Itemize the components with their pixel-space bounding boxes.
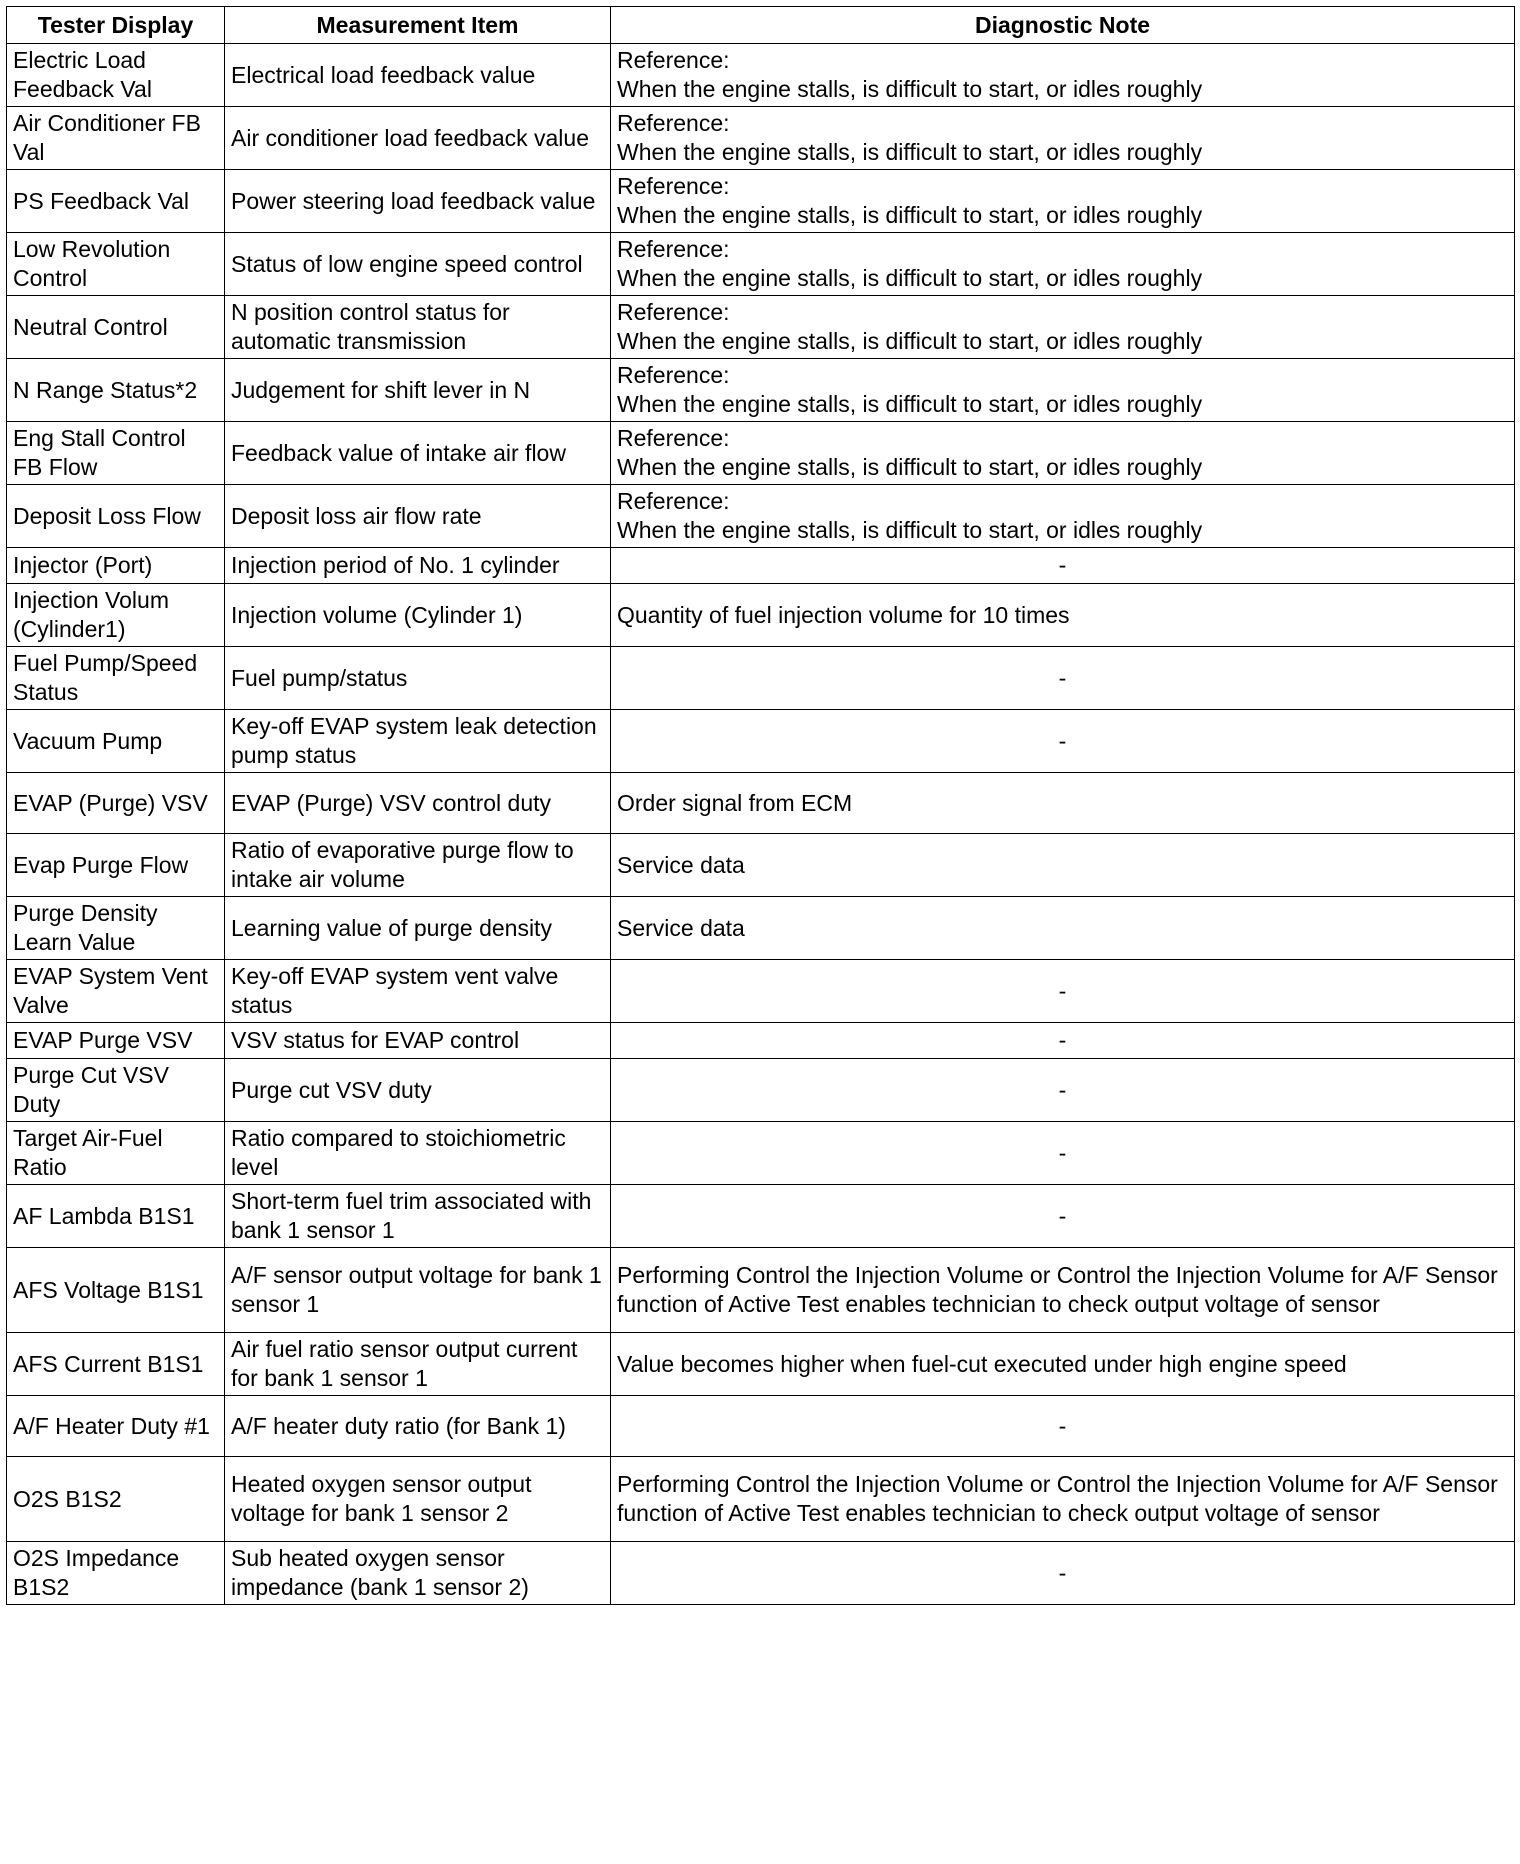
cell-diagnostic-note: Order signal from ECM [611, 773, 1515, 834]
cell-measurement-item: Electrical load feedback value [225, 44, 611, 107]
note-reference-label: Reference: [617, 236, 730, 262]
table-row [7, 647, 1515, 710]
cell-measurement-item: Fuel pump/status [225, 647, 611, 710]
table-row [7, 960, 1515, 1023]
table-row [7, 233, 1515, 296]
cell-diagnostic-note: - [611, 1396, 1515, 1457]
note-reference-label: Reference: [617, 425, 730, 451]
cell-diagnostic-note: - [611, 1185, 1515, 1248]
note-reference-text: When the engine stalls, is difficult to start, or idles roughly [617, 265, 1203, 291]
cell-measurement-item: Judgement for shift lever in N [225, 359, 611, 422]
cell-measurement-item: Purge cut VSV duty [225, 1059, 611, 1122]
cell-measurement-item: VSV status for EVAP control [225, 1023, 611, 1059]
cell-measurement-item: Status of low engine speed control [225, 233, 611, 296]
cell-measurement-item: A/F heater duty ratio (for Bank 1) [225, 1396, 611, 1457]
header-measurement-item: Measurement Item [225, 7, 611, 44]
cell-tester-display: AF Lambda B1S1 [7, 1185, 225, 1248]
cell-tester-display: AFS Voltage B1S1 [7, 1248, 225, 1333]
cell-tester-display: Low Revolution Control [7, 233, 225, 296]
cell-measurement-item: Injection volume (Cylinder 1) [225, 584, 611, 647]
cell-measurement-item: Short-term fuel trim associated with bank 1 sensor 1 [225, 1185, 611, 1248]
cell-measurement-item: Deposit loss air flow rate [225, 485, 611, 548]
cell-measurement-item: N position control status for automatic transmission [225, 296, 611, 359]
table-row [7, 1059, 1515, 1122]
table-row [7, 1023, 1515, 1059]
cell-tester-display: Eng Stall Control FB Flow [7, 422, 225, 485]
note-reference-text: When the engine stalls, is difficult to start, or idles roughly [617, 517, 1203, 543]
cell-tester-display: Injection Volum (Cylinder1) [7, 584, 225, 647]
cell-measurement-item: Key-off EVAP system leak detection pump status [225, 710, 611, 773]
table-row [7, 107, 1515, 170]
cell-tester-display: PS Feedback Val [7, 170, 225, 233]
table-row [7, 1122, 1515, 1185]
cell-diagnostic-note: - [611, 1122, 1515, 1185]
cell-measurement-item: A/F sensor output voltage for bank 1 sensor 1 [225, 1248, 611, 1333]
cell-tester-display: Purge Density Learn Value [7, 897, 225, 960]
cell-tester-display: O2S B1S2 [7, 1457, 225, 1542]
cell-measurement-item: Learning value of purge density [225, 897, 611, 960]
cell-tester-display: Vacuum Pump [7, 710, 225, 773]
cell-tester-display: Injector (Port) [7, 548, 225, 584]
table-body [7, 44, 1515, 1605]
cell-tester-display: Evap Purge Flow [7, 834, 225, 897]
table-row [7, 548, 1515, 584]
note-reference-text: When the engine stalls, is difficult to start, or idles roughly [617, 139, 1203, 165]
cell-tester-display: A/F Heater Duty #1 [7, 1396, 225, 1457]
table-row [7, 1542, 1515, 1605]
note-reference-text: When the engine stalls, is difficult to start, or idles roughly [617, 76, 1203, 102]
note-reference-label: Reference: [617, 47, 730, 73]
note-reference-label: Reference: [617, 173, 730, 199]
table-row [7, 359, 1515, 422]
cell-measurement-item: Key-off EVAP system vent valve status [225, 960, 611, 1023]
table-row [7, 1185, 1515, 1248]
cell-diagnostic-note [611, 233, 1515, 296]
cell-tester-display: Air Conditioner FB Val [7, 107, 225, 170]
cell-diagnostic-note [611, 422, 1515, 485]
table-row [7, 897, 1515, 960]
cell-diagnostic-note: - [611, 647, 1515, 710]
cell-tester-display: Fuel Pump/Speed Status [7, 647, 225, 710]
table-row [7, 296, 1515, 359]
header-diagnostic-note: Diagnostic Note [611, 7, 1515, 44]
cell-diagnostic-note: Quantity of fuel injection volume for 10 times [611, 584, 1515, 647]
note-reference-label: Reference: [617, 110, 730, 136]
table-header-row [7, 7, 1515, 44]
cell-diagnostic-note: - [611, 1542, 1515, 1605]
cell-measurement-item: Injection period of No. 1 cylinder [225, 548, 611, 584]
cell-diagnostic-note: - [611, 960, 1515, 1023]
data-list-table [6, 6, 1515, 1605]
note-reference-label: Reference: [617, 488, 730, 514]
note-reference-text: When the engine stalls, is difficult to start, or idles roughly [617, 454, 1203, 480]
cell-measurement-item: Air fuel ratio sensor output current for bank 1 sensor 1 [225, 1333, 611, 1396]
cell-tester-display: EVAP (Purge) VSV [7, 773, 225, 834]
cell-tester-display: EVAP Purge VSV [7, 1023, 225, 1059]
table-row [7, 1248, 1515, 1333]
note-reference-label: Reference: [617, 362, 730, 388]
cell-tester-display: Target Air-Fuel Ratio [7, 1122, 225, 1185]
cell-tester-display: EVAP System Vent Valve [7, 960, 225, 1023]
table-row [7, 170, 1515, 233]
cell-diagnostic-note: Service data [611, 834, 1515, 897]
table-row [7, 422, 1515, 485]
note-reference-text: When the engine stalls, is difficult to start, or idles roughly [617, 202, 1203, 228]
table-row [7, 485, 1515, 548]
cell-tester-display: AFS Current B1S1 [7, 1333, 225, 1396]
table-row [7, 1333, 1515, 1396]
cell-measurement-item: Sub heated oxygen sensor impedance (bank 1 sensor 2) [225, 1542, 611, 1605]
cell-diagnostic-note: - [611, 710, 1515, 773]
cell-tester-display: Electric Load Feedback Val [7, 44, 225, 107]
cell-measurement-item: Ratio compared to stoichiometric level [225, 1122, 611, 1185]
cell-tester-display: Deposit Loss Flow [7, 485, 225, 548]
cell-diagnostic-note: - [611, 1059, 1515, 1122]
note-reference-text: When the engine stalls, is difficult to start, or idles roughly [617, 391, 1203, 417]
table-row [7, 1457, 1515, 1542]
cell-diagnostic-note [611, 44, 1515, 107]
cell-diagnostic-note: - [611, 1023, 1515, 1059]
cell-diagnostic-note: - [611, 548, 1515, 584]
cell-diagnostic-note: Performing Control the Injection Volume or Control the Injection Volume for A/F Sensor function of Active Test enables technician to check output voltage of sensor [611, 1457, 1515, 1542]
table-row [7, 584, 1515, 647]
cell-diagnostic-note [611, 485, 1515, 548]
cell-diagnostic-note [611, 296, 1515, 359]
cell-tester-display: Neutral Control [7, 296, 225, 359]
cell-diagnostic-note: Performing Control the Injection Volume or Control the Injection Volume for A/F Sensor function of Active Test enables technician to check output voltage of sensor [611, 1248, 1515, 1333]
cell-diagnostic-note: Value becomes higher when fuel-cut executed under high engine speed [611, 1333, 1515, 1396]
cell-measurement-item: Ratio of evaporative purge flow to intake air volume [225, 834, 611, 897]
cell-measurement-item: EVAP (Purge) VSV control duty [225, 773, 611, 834]
table-row [7, 44, 1515, 107]
table-row [7, 773, 1515, 834]
cell-tester-display: Purge Cut VSV Duty [7, 1059, 225, 1122]
table-row [7, 710, 1515, 773]
note-reference-label: Reference: [617, 299, 730, 325]
cell-tester-display: N Range Status*2 [7, 359, 225, 422]
cell-diagnostic-note: Service data [611, 897, 1515, 960]
cell-diagnostic-note [611, 170, 1515, 233]
cell-measurement-item: Feedback value of intake air flow [225, 422, 611, 485]
header-tester-display: Tester Display [7, 7, 225, 44]
table-row [7, 1396, 1515, 1457]
cell-diagnostic-note [611, 107, 1515, 170]
cell-diagnostic-note [611, 359, 1515, 422]
cell-measurement-item: Air conditioner load feedback value [225, 107, 611, 170]
cell-measurement-item: Heated oxygen sensor output voltage for bank 1 sensor 2 [225, 1457, 611, 1542]
cell-tester-display: O2S Impedance B1S2 [7, 1542, 225, 1605]
cell-measurement-item: Power steering load feedback value [225, 170, 611, 233]
table-row [7, 834, 1515, 897]
note-reference-text: When the engine stalls, is difficult to start, or idles roughly [617, 328, 1203, 354]
